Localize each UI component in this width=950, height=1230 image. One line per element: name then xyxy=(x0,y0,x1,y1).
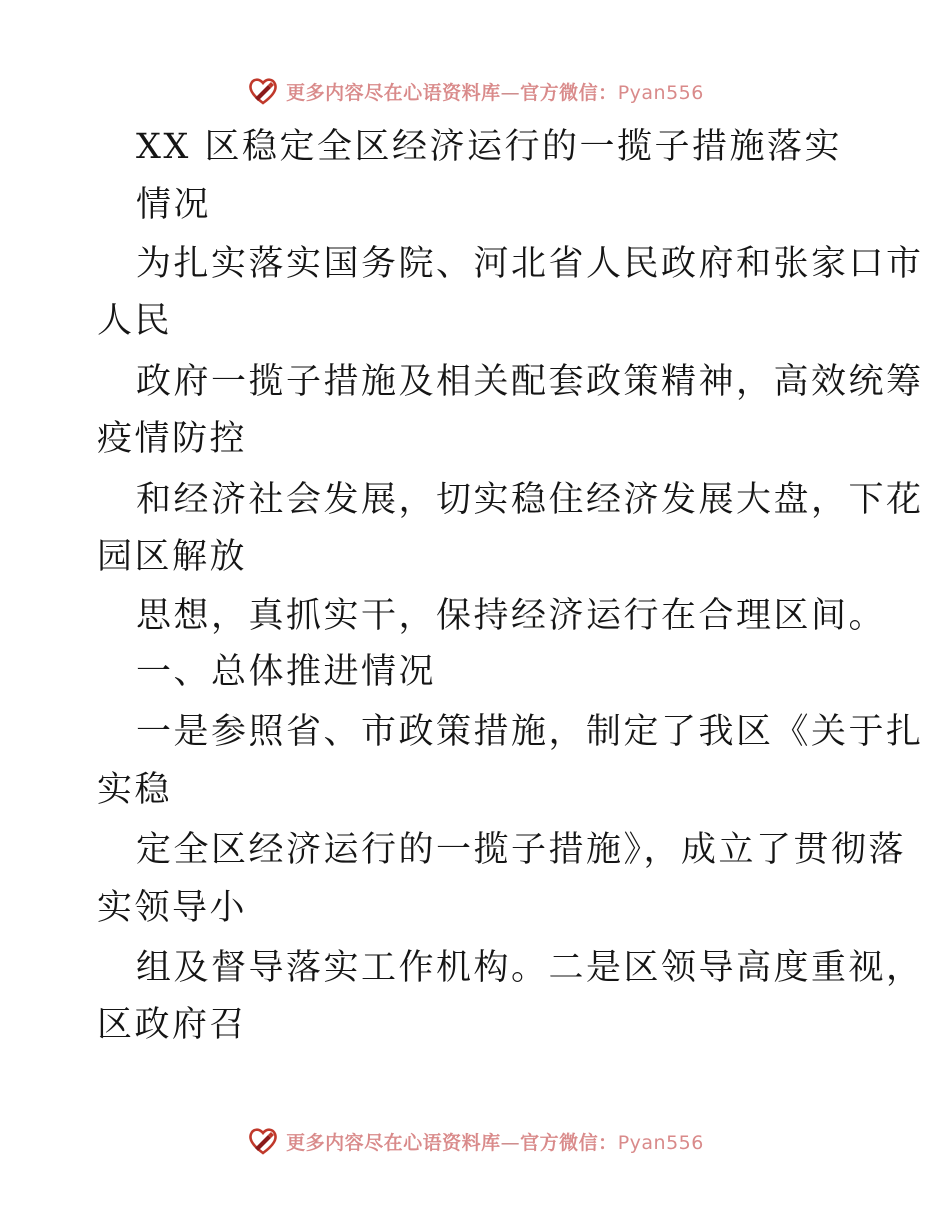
paragraph-line: 区政府召 xyxy=(97,1005,248,1045)
paragraph-line: 疫情防控 xyxy=(97,419,248,459)
paragraph-line: 实领导小 xyxy=(97,888,248,928)
heart-pen-logo-icon xyxy=(246,74,280,108)
paragraph-line: 为扎实落实国务院、河北省人民政府和张家口市 xyxy=(136,244,924,284)
watermark-wechat-label: 官方微信： xyxy=(520,81,618,104)
watermark-text xyxy=(286,78,704,105)
watermark-wechat-id: Pyan556 xyxy=(617,81,704,104)
watermark-wechat-label: 官方微信： xyxy=(520,1131,618,1154)
paragraph-line: 一是参照省、市政策措施，制定了我区《关于扎 xyxy=(136,712,924,752)
paragraph-line: 思想，真抓实干，保持经济运行在合理区间。 xyxy=(136,596,887,636)
footer-watermark xyxy=(0,1121,950,1161)
watermark-dash: — xyxy=(500,1131,521,1154)
heart-pen-logo-icon xyxy=(246,1124,280,1158)
paragraph-line: 政府一揽子措施及相关配套政策精神，高效统筹 xyxy=(136,362,924,402)
paragraph-line: 定全区经济运行的一揽子措施》，成立了贯彻落 xyxy=(136,830,907,870)
watermark-wechat-id: Pyan556 xyxy=(617,1131,704,1154)
document-title-line-1: XX 区稳定全区经济运行的一揽子措施落实 xyxy=(136,127,842,167)
header-watermark xyxy=(0,71,950,111)
document-title-line-2: 情况 xyxy=(136,185,212,225)
paragraph-line: 实稳 xyxy=(97,770,173,810)
section-heading: 一、总体推进情况 xyxy=(136,652,437,692)
watermark-site-name: 更多内容尽在心语资料库 xyxy=(286,1131,501,1154)
paragraph-line: 和经济社会发展，切实稳住经济发展大盘，下花 xyxy=(136,480,924,520)
watermark-text xyxy=(286,1128,704,1155)
paragraph-line: 组及督导落实工作机构。二是区领导高度重视， xyxy=(136,948,924,988)
watermark-site-name: 更多内容尽在心语资料库 xyxy=(286,81,501,104)
paragraph-line: 人民 xyxy=(97,301,173,341)
watermark-dash: — xyxy=(500,81,521,104)
paragraph-line: 园区解放 xyxy=(97,537,248,577)
